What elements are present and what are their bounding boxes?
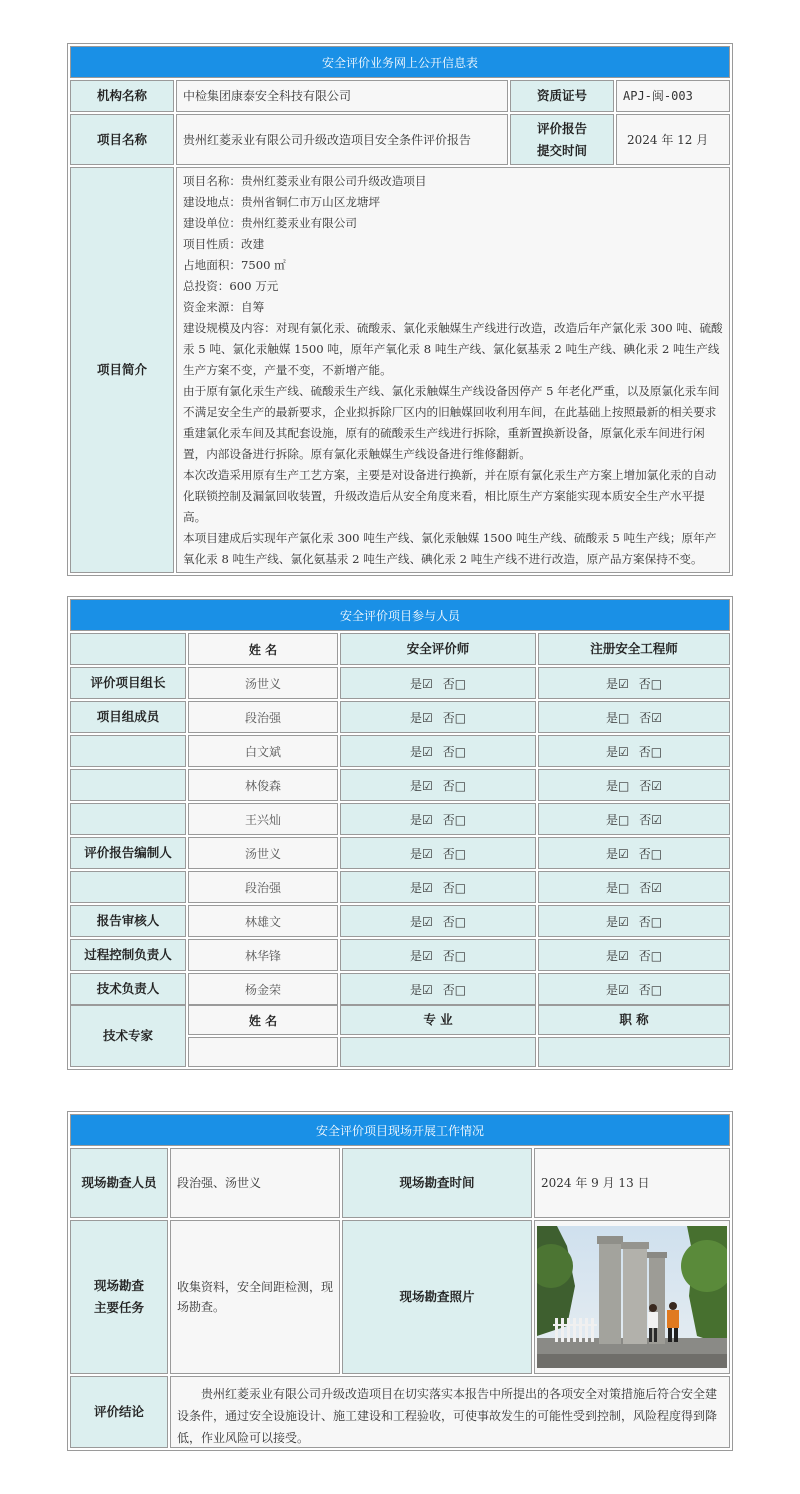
intro-paragraph: 本次改造采用原有生产工艺方案，主要是对设备进行换新，并在原有氯化汞生产方案上增加氯化汞的自动化联锁控制及漏氯回收装置，升级改造后从安全角度来看，相比原生产方案能实现本质安全生产水平提高。: [183, 468, 717, 524]
submit-label-line2: 提交时间: [536, 142, 587, 158]
staff-name: 白文斌: [244, 744, 281, 759]
engineer-checkbox-no: 否☑: [639, 812, 663, 827]
intro-line: 项目性质：改建: [183, 237, 265, 251]
engineer-checkbox: [538, 973, 730, 1005]
engineer-checkbox: [538, 803, 730, 835]
submit-label: [510, 114, 614, 165]
task-label-line2: 主要任务: [93, 1300, 144, 1315]
intro-paragraph: 本项目建成后实现年产氯化汞 300 吨生产线、氯化汞触媒 1500 吨生产线、硫酸汞 5 吨生产线；原年产氧化汞 8 吨生产线、氯化氨基汞 2 吨生产线、碘化汞 2 吨生产线不进行改造，原产品方案保持不变。: [183, 531, 717, 566]
evaluator-checkbox-no: 否□: [442, 778, 467, 793]
engineer-checkbox-no: 否□: [638, 948, 663, 963]
staff-name-cell: [188, 939, 338, 971]
org-label: 机构名称: [70, 80, 174, 112]
cert-label: 资质证号: [510, 80, 614, 112]
evaluator-checkbox-no: 否□: [442, 982, 467, 997]
evaluator-checkbox: [340, 939, 536, 971]
evaluator-checkbox-yes: 是☑: [409, 676, 433, 691]
time-value: 2024 年 9 月 13 日: [534, 1148, 730, 1218]
engineer-checkbox-no: 否□: [638, 846, 663, 861]
staff-table-title: 安全评价项目参与人员: [70, 599, 730, 631]
engineer-checkbox-no: 否□: [638, 982, 663, 997]
staff-name-cell: [188, 735, 338, 767]
staff-role-cell: [70, 701, 186, 733]
expert-name-cell: [188, 1037, 338, 1067]
site-photo-cell: [534, 1220, 730, 1374]
engineer-checkbox: [538, 871, 730, 903]
site-photo: [537, 1226, 727, 1368]
conclusion-label: 评价结论: [70, 1376, 168, 1448]
expert-col-major: 专 业: [340, 1005, 536, 1035]
evaluator-checkbox: [340, 905, 536, 937]
evaluator-checkbox: [340, 837, 536, 869]
evaluator-checkbox-yes: 是☑: [409, 982, 433, 997]
evaluator-checkbox-no: 否□: [442, 846, 467, 861]
evaluator-checkbox-no: 否□: [442, 710, 467, 725]
site-table: [67, 1111, 733, 1451]
staff-role-cell: [70, 803, 186, 835]
staff-name-cell: [188, 769, 338, 801]
staff-role-cell: [70, 667, 186, 699]
staff-name-cell: [188, 701, 338, 733]
engineer-checkbox-yes: 是□: [605, 710, 630, 725]
evaluator-checkbox: [340, 973, 536, 1005]
engineer-checkbox: [538, 667, 730, 699]
staff-role: 技术负责人: [96, 981, 160, 996]
engineer-checkbox-yes: 是□: [605, 812, 630, 827]
staff-role: 评价项目组长: [90, 675, 166, 690]
staff-col-name: 姓 名: [188, 633, 338, 665]
evaluator-checkbox-yes: 是☑: [409, 846, 433, 861]
intro-line: 项目名称：贵州红菱汞业有限公司升级改造项目: [183, 174, 427, 188]
evaluator-checkbox-no: 否□: [442, 812, 467, 827]
conclusion-value: 贵州红菱汞业有限公司升级改造项目在切实落实本报告中所提出的各项安全对策措施后符合安全建设条件，通过安全设施设计、施工建设和工程验收，可使事故发生的可能性受到控制，风险程度得到降低，作业风险可以接受。: [170, 1376, 730, 1448]
people-value: 段治强、汤世义: [170, 1148, 340, 1218]
staff-name: 林俊森: [244, 778, 281, 793]
project-label: 项目名称: [70, 114, 174, 165]
staff-header-blank: [70, 633, 186, 665]
evaluator-checkbox-yes: 是☑: [409, 812, 433, 827]
evaluator-checkbox: [340, 871, 536, 903]
submit-label-line1: 评价报告: [536, 120, 587, 136]
staff-role: 过程控制负责人: [84, 947, 172, 962]
intro-line: 占地面积：7500 ㎡: [183, 258, 286, 272]
staff-name-cell: [188, 837, 338, 869]
staff-role-cell: [70, 769, 186, 801]
expert-col-title: 职 称: [538, 1005, 730, 1035]
evaluator-checkbox-yes: 是☑: [409, 914, 433, 929]
staff-name-cell: [188, 667, 338, 699]
evaluator-checkbox-yes: 是☑: [409, 880, 433, 895]
staff-role-cell: [70, 973, 186, 1005]
staff-role: 评价报告编制人: [84, 845, 172, 860]
engineer-checkbox-yes: 是☑: [605, 914, 629, 929]
staff-role-cell: [70, 905, 186, 937]
expert-col-name: 姓 名: [188, 1005, 338, 1035]
intro-line: 建设单位：贵州红菱汞业有限公司: [183, 216, 357, 230]
engineer-checkbox: [538, 905, 730, 937]
staff-role: 项目组成员: [96, 709, 160, 724]
evaluator-checkbox-no: 否□: [442, 880, 467, 895]
engineer-checkbox-yes: 是☑: [605, 982, 629, 997]
evaluator-checkbox: [340, 769, 536, 801]
engineer-checkbox: [538, 769, 730, 801]
staff-name: 王兴灿: [244, 812, 281, 827]
task-label: [70, 1220, 168, 1374]
staff-name-cell: [188, 871, 338, 903]
engineer-checkbox: [538, 837, 730, 869]
intro-line: 总投资：600 万元: [183, 279, 279, 293]
intro-line: 资金来源：自筹: [183, 300, 265, 314]
engineer-checkbox-no: 否□: [638, 676, 663, 691]
evaluator-checkbox-yes: 是☑: [409, 744, 433, 759]
expert-title-cell: [538, 1037, 730, 1067]
photo-label: 现场勘查照片: [342, 1220, 532, 1374]
staff-name: 段治强: [244, 710, 281, 725]
evaluator-checkbox: [340, 701, 536, 733]
engineer-checkbox-yes: 是□: [605, 880, 630, 895]
engineer-checkbox-yes: 是□: [605, 778, 630, 793]
engineer-checkbox-yes: 是☑: [605, 676, 629, 691]
engineer-checkbox-no: 否☑: [639, 778, 663, 793]
engineer-checkbox-yes: 是☑: [605, 744, 629, 759]
staff-name: 汤世义: [244, 676, 281, 691]
intro-label: 项目简介: [70, 167, 174, 573]
staff-name: 杨金荣: [244, 982, 281, 997]
staff-table: [67, 596, 733, 1070]
info-table-title: 安全评价业务网上公开信息表: [70, 46, 730, 78]
engineer-checkbox-no: 否□: [638, 914, 663, 929]
task-label-line1: 现场勘查: [93, 1278, 144, 1293]
evaluator-checkbox-no: 否□: [442, 914, 467, 929]
staff-role: 报告审核人: [96, 913, 160, 928]
staff-role-cell: [70, 735, 186, 767]
expert-major-cell: [340, 1037, 536, 1067]
evaluator-checkbox-yes: 是☑: [409, 948, 433, 963]
evaluator-checkbox-no: 否□: [442, 744, 467, 759]
staff-col-engineer: 注册安全工程师: [538, 633, 730, 665]
project-value: 贵州红菱汞业有限公司升级改造项目安全条件评价报告: [176, 114, 508, 165]
engineer-checkbox-yes: 是☑: [605, 846, 629, 861]
engineer-checkbox-no: 否☑: [639, 710, 663, 725]
intro-line: 建设地点：贵州省铜仁市万山区龙塘坪: [183, 195, 381, 209]
engineer-checkbox: [538, 939, 730, 971]
evaluator-checkbox-yes: 是☑: [409, 710, 433, 725]
staff-name: 段治强: [244, 880, 281, 895]
submit-value: 2024 年 12 月: [616, 114, 730, 165]
staff-role-cell: [70, 939, 186, 971]
expert-label: 技术专家: [70, 1005, 186, 1067]
staff-name-cell: [188, 905, 338, 937]
task-value: 收集资料，安全间距检测，现场勘查。: [170, 1220, 340, 1374]
engineer-checkbox: [538, 701, 730, 733]
staff-role-cell: [70, 837, 186, 869]
staff-role-cell: [70, 871, 186, 903]
site-table-title: 安全评价项目现场开展工作情况: [70, 1114, 730, 1146]
engineer-checkbox-yes: 是☑: [605, 948, 629, 963]
cert-value: APJ-闽-003: [616, 80, 730, 112]
staff-name-cell: [188, 973, 338, 1005]
time-label: 现场勘查时间: [342, 1148, 532, 1218]
staff-name: 林雄文: [244, 914, 281, 929]
intro-text: [176, 167, 730, 573]
evaluator-checkbox: [340, 803, 536, 835]
evaluator-checkbox: [340, 735, 536, 767]
staff-name: 林华锋: [244, 948, 281, 963]
evaluator-checkbox: [340, 667, 536, 699]
intro-paragraph: 由于原有氯化汞生产线、硫酸汞生产线、氯化汞触媒生产线设备因停产 5 年老化严重，以及原氯化汞车间不满足安全生产的最新要求，企业拟拆除厂区内的旧触媒回收利用车间，在此基础上按照最新的相关要求重建氯化汞车间及其配套设施，原有的硫酸汞生产线进行拆除，重新置换新设备，原氯化汞车间进行闲置，内部设备进行拆除。原有氯化汞触媒生产线设备进行维修翻新。: [183, 384, 720, 461]
staff-name-cell: [188, 803, 338, 835]
engineer-checkbox-no: 否□: [638, 744, 663, 759]
evaluator-checkbox-no: 否□: [442, 948, 467, 963]
intro-paragraph: 建设规模及内容：对现有氯化汞、硫酸汞、氯化汞触媒生产线进行改造，改造后年产氯化汞 300 吨、硫酸汞 5 吨、氯化汞触媒 1500 吨，原年产氧化汞 8 吨生产线、氯化氨基汞 2 吨生产线、碘化汞 2 吨生产线生产方案不变，产量不变，不新增产能。: [183, 321, 723, 377]
evaluator-checkbox-yes: 是☑: [409, 778, 433, 793]
engineer-checkbox: [538, 735, 730, 767]
evaluator-checkbox-no: 否□: [442, 676, 467, 691]
staff-col-evaluator: 安全评价师: [340, 633, 536, 665]
org-value: 中检集团康泰安全科技有限公司: [176, 80, 508, 112]
info-table: [67, 43, 733, 576]
people-label: 现场勘查人员: [70, 1148, 168, 1218]
staff-name: 汤世义: [244, 846, 281, 861]
engineer-checkbox-no: 否☑: [639, 880, 663, 895]
